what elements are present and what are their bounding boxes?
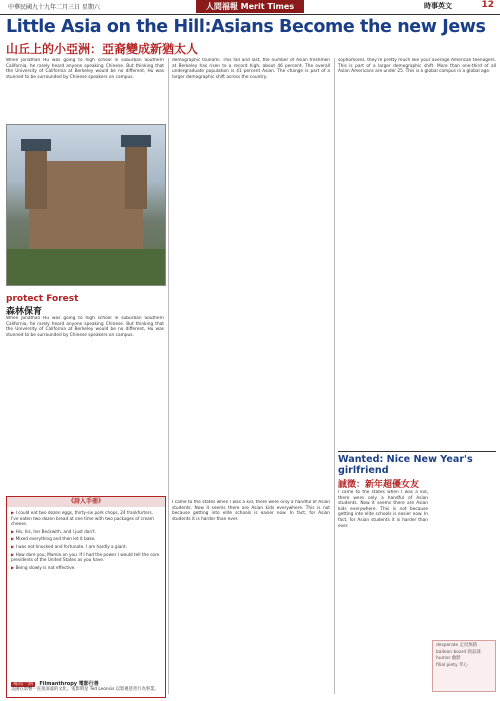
photo-caption: protect Forest: [6, 294, 79, 304]
weekly-word-text: 美國在影響一直很深遠的文化。電影明星 Ted Leonsis 以影視慈善行為事業。: [11, 687, 159, 693]
list-item: ▶ Mixed everything and then let it bake.: [11, 536, 161, 542]
vocabulary-box: [432, 640, 496, 692]
poem-list: [11, 510, 161, 572]
article-text: When Jonathan Hu was going to high school in suburban Southern California, he rarely heard anyone speaking Chinese. But thinking that the University of California at Berkeley would be no different, Hu was stunned to be surrounded by Chinese speakers on campus.: [6, 58, 164, 80]
column-divider: [334, 58, 335, 694]
second-headline-chinese: 誠徵：新年超優女友: [338, 480, 420, 490]
article-column-3: [338, 58, 496, 448]
vocab-item: filial piety 孝心: [436, 662, 468, 668]
castle-photo: [6, 124, 166, 286]
article-text: sophomores, they're pretty much like your average American teenagers. This is part of a larger demographic shift. More than one-third of all Asian Americans are under 25. This is a global campus in a global age.: [338, 58, 496, 75]
weekly-word-tag: 每周一詞: [13, 680, 34, 687]
article-text: demographic tsunami. This fall and last, the number of Asian freshmen at Berkeley has risen to a record high, about 46 percent. The overall undergraduate population is 41 percent Asian. The change is part of a larger demographic shift across the country.: [172, 58, 330, 80]
vocab-item: humor 幽默: [436, 656, 461, 661]
vocab-item: balloon board 熱氣球: [436, 649, 481, 655]
lawn: [7, 249, 165, 285]
second-headline: Wanted: Nice New Year's girlfriend: [338, 454, 473, 476]
header-rule: [0, 14, 500, 15]
list-item: ▶ How dare you, Mamie on you. If I had the power I would tell the core presidents of the United States as you have.: [11, 552, 161, 563]
list-item: ▶ I could eat two dozen eggs, thirty-six pork chops, 24 frankfurters. I've eaten two dozen bread at one time with two packages of cream cheese.: [11, 510, 161, 527]
photo-caption-chinese: 森林保育: [6, 307, 43, 317]
main-headline: Little Asia on the Hill:Asians Become the new Jews: [6, 17, 486, 37]
list-item: ▶ Being slowly is not effective.: [11, 565, 161, 571]
castle-tower: [25, 149, 47, 209]
weekly-word: [11, 682, 161, 693]
column-divider: [168, 58, 169, 694]
masthead-logo: 人間福報 Merit Times: [196, 0, 304, 13]
list-item: ▶ His, his, her Beckwith, and I just don't.: [11, 529, 161, 535]
wanted-article-text: [338, 490, 428, 694]
issue-date: 中華民國九十九年二月三日 星期六: [8, 4, 100, 11]
castle-roof: [121, 135, 151, 147]
poem-title: 《詩人手冊》: [7, 497, 165, 507]
page-number: 12: [481, 0, 494, 10]
article-column-4: [172, 500, 330, 695]
page-header: [0, 0, 500, 14]
section-title: 時事英文: [424, 2, 452, 10]
section-divider: [338, 451, 496, 452]
article-column-1: [6, 58, 164, 120]
list-item: ▶ I was not knocked and fortunate. I am hardly a giant.: [11, 544, 161, 550]
article-column-1b: [6, 316, 164, 488]
article-column-2: [172, 58, 330, 488]
main-headline-chinese: 山丘上的小亞洲：亞裔變成新猶太人: [6, 42, 199, 56]
vocab-item: desperate 走投無路: [436, 643, 478, 648]
castle-roof: [21, 139, 51, 151]
poem-box: [6, 496, 166, 698]
article-text: I came to the states when I was a kid, there were only a handful of Asian students. Now it seems there are Asian kids everywhere. This is not because getting into elite schools is easier now. In fact, for Asian students it is harder than ever.: [338, 490, 428, 529]
article-text: I came to the states when I was a kid, there were only a handful of Asian students. Now it seems there are Asian kids everywhere. This is not because getting into elite schools is easier now. In fact, for Asian students it is harder than ever.: [172, 500, 330, 522]
article-text: When Jonathan Hu was going to high school in suburban Southern California, he rarely heard anyone speaking Chinese. But thinking that the University of California at Berkeley would be no different, Hu was stunned to be surrounded by Chinese speakers on campus.: [6, 316, 164, 338]
weekly-word-title: Filmanthropy 電影行善: [39, 680, 99, 687]
castle-tower: [125, 145, 147, 209]
